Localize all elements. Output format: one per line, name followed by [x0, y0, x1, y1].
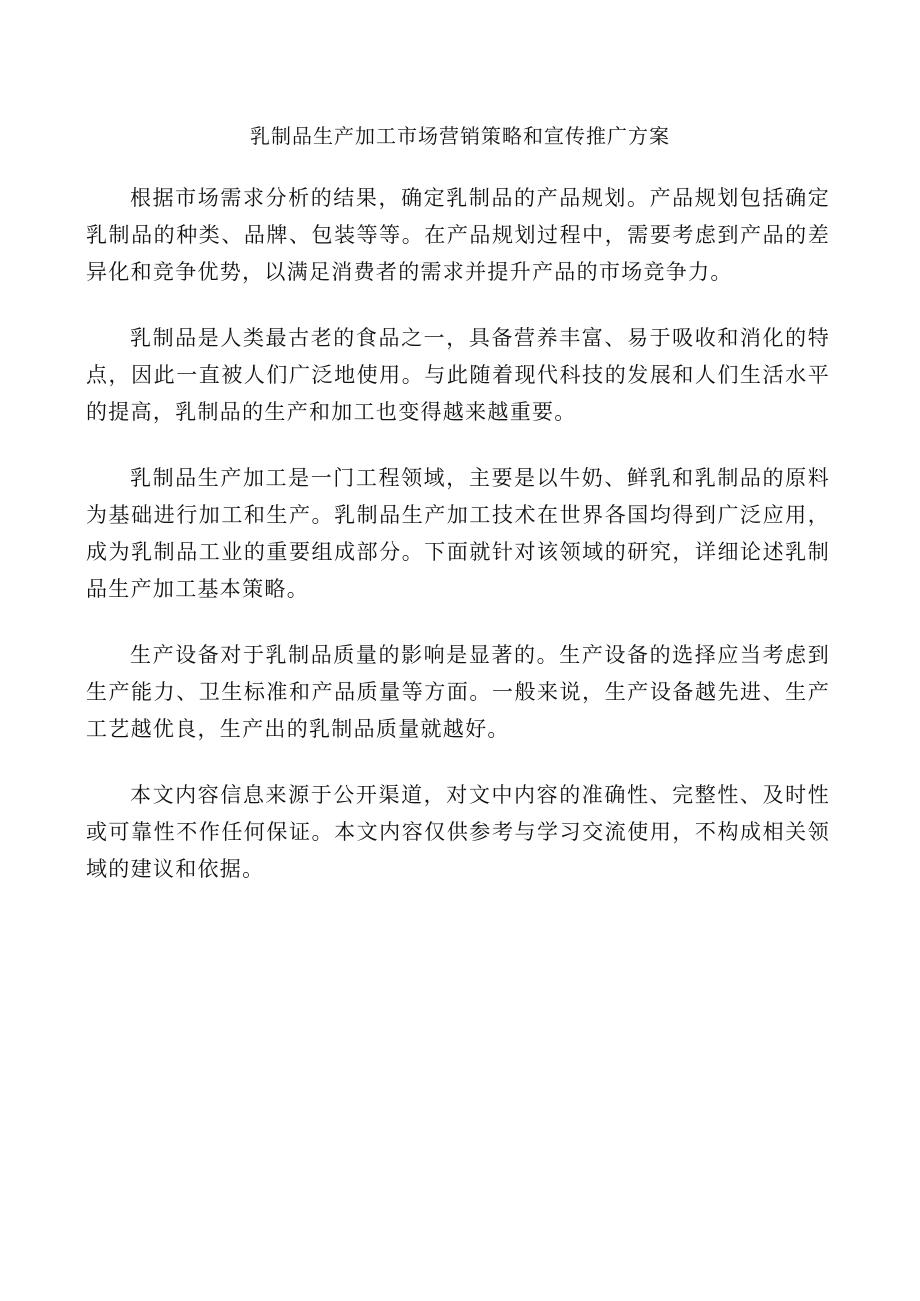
document-title: 乳制品生产加工市场营销策略和宣传推广方案 — [250, 124, 670, 148]
paragraph-dairy-introduction: 乳制品是人类最古老的食品之一，具备营养丰富、易于吸收和消化的特点，因此一直被人们广泛地使用。与此随着现代科技的发展和人们生活水平的提高，乳制品的生产和加工也变得越来越重要。 — [86, 326, 830, 424]
paragraph-disclaimer: 本文内容信息来源于公开渠道，对文中内容的准确性、完整性、及时性或可靠性不作任何保证。本文内容仅供参考与学习交流使用，不构成相关领域的建议和依据。 — [86, 783, 830, 881]
paragraph-product-planning: 根据市场需求分析的结果，确定乳制品的产品规划。产品规划包括确定乳制品的种类、品牌、包装等等。在产品规划过程中，需要考虑到产品的差异化和竞争优势，以满足消费者的需求并提升产品的市场竞争力。 — [86, 186, 830, 284]
paragraph-production-equipment: 生产设备对于乳制品质量的影响是显著的。生产设备的选择应当考虑到生产能力、卫生标准和产品质量等方面。一般来说，生产设备越先进、生产工艺越优良，生产出的乳制品质量就越好。 — [86, 643, 830, 741]
paragraph-processing-field: 乳制品生产加工是一门工程领域，主要是以牛奶、鲜乳和乳制品的原料为基础进行加工和生产。乳制品生产加工技术在世界各国均得到广泛应用，成为乳制品工业的重要组成部分。下面就针对该领域的研究，详细论述乳制品生产加工基本策略。 — [86, 466, 830, 601]
document-body — [86, 180, 830, 917]
